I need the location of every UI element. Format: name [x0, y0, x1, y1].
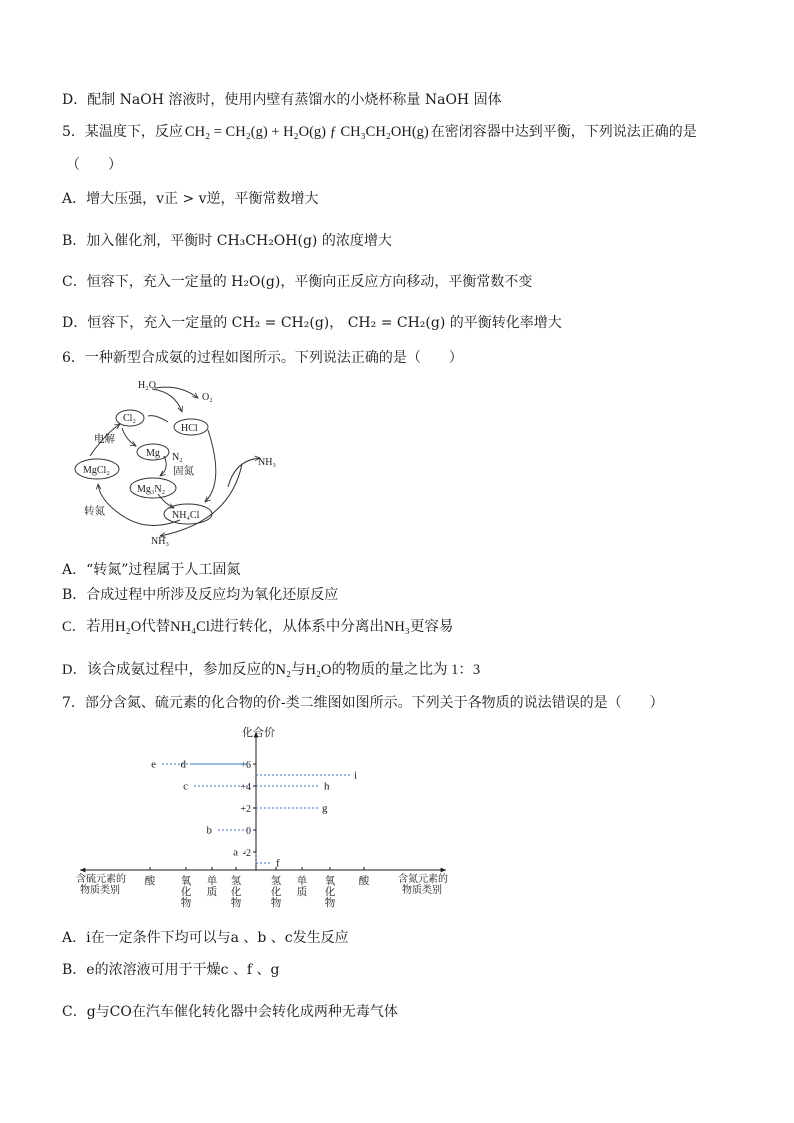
- q7-option-a: A．i在一定条件下均可以与a 、b 、c发生反应: [62, 930, 349, 946]
- q5-option-d: D．恒容下，充入一定量的 CH₂ = CH₂(g)， CH₂ = CH₂(g) 的平衡转化率增大: [62, 315, 562, 331]
- q6-option-d: D．该合成氨过程中，参加反应的N₂与H₂O的物质的量之比为 1：3: [62, 662, 481, 678]
- chart-right-axis-label-1: 含氮元素的: [398, 874, 448, 885]
- diagram-h2o: H₂O: [138, 380, 156, 391]
- diagram-fixation: 固氮: [173, 466, 194, 477]
- q7-option-b: B．e的浓溶液可用于干燥c 、f 、g: [62, 962, 280, 978]
- q5-option-c: C．恒容下，充入一定量的 H₂O(g)，平衡向正反应方向移动，平衡常数不变: [62, 274, 533, 290]
- q5-reaction: CH₂ = CH₂(g) + H₂O(g) ƒ CH₃CH₂OH(g): [184, 124, 429, 140]
- diagram-nh3-right: NH₃: [258, 457, 276, 468]
- point-d: d: [180, 758, 186, 771]
- q6-option-a: A．“转氮”过程属于人工固氮: [62, 562, 241, 578]
- y-tick-label: 0: [246, 826, 251, 837]
- diagram-n2: N₂: [172, 452, 183, 463]
- q5-blank: （ ）: [66, 157, 122, 173]
- point-c: c: [183, 780, 188, 793]
- q6-stem: 6．一种新型合成氨的过程如图所示。下列说法正确的是（ ）: [62, 350, 463, 366]
- q5-option-b: B．加入催化剂，平衡时 CH₃CH₂OH(g) 的浓度增大: [62, 233, 392, 249]
- diagram-mg3n2: Mg₃N₂: [137, 484, 166, 495]
- q5-stem-start: 5．某温度下，反应: [62, 124, 183, 140]
- y-tick-label: +2: [240, 804, 251, 815]
- chart-left-axis-label-1: 含硫元素的: [76, 874, 126, 885]
- point-i: i: [354, 769, 358, 782]
- q5-stem-end: 在密闭容器中达到平衡，下列说法正确的是: [430, 124, 697, 140]
- q6-option-b: B．合成过程中所涉及反应均为氧化还原反应: [62, 587, 339, 603]
- category-label: 氧化物: [324, 876, 336, 909]
- point-b: b: [206, 824, 212, 837]
- point-f: f: [276, 857, 280, 870]
- point-g: g: [322, 802, 328, 815]
- q7-option-c: C．g与CO在汽车催化转化器中会转化成两种无毒气体: [62, 1004, 398, 1020]
- diagram-mgcl2: MgCl₂: [83, 465, 110, 476]
- category-label: 酸: [144, 876, 156, 887]
- q7-stem: 7．部分含氮、硫元素的化合物的价-类二维图如图所示。下列关于各物质的说法错误的是（ ）: [62, 695, 664, 711]
- q5-option-a: A．增大压强，v正 > v逆，平衡常数增大: [62, 191, 319, 207]
- point-e: e: [151, 758, 156, 771]
- diagram-hcl: HCl: [181, 423, 198, 434]
- chart-left-axis-label-2: 物质类别: [80, 885, 120, 896]
- point-h: h: [324, 780, 330, 793]
- q4-option-d: D．配制 NaOH 溶液时，使用内壁有蒸馏水的小烧杯称量 NaOH 固体: [62, 92, 502, 108]
- diagram-cl2: Cl₂: [123, 413, 136, 424]
- diagram-o2: O₂: [202, 392, 213, 403]
- category-label: 单质: [206, 876, 218, 898]
- q5-stem: [62, 122, 697, 142]
- valence-category-chart: [70, 720, 460, 915]
- diagram-transfer: 转氮: [84, 506, 105, 517]
- y-tick-label: -2: [242, 848, 251, 859]
- category-label: 单质: [296, 876, 308, 898]
- chart-right-axis-label-2: 物质类别: [402, 885, 442, 896]
- diagram-electrolysis: 电解: [94, 434, 115, 445]
- diagram-mg: Mg: [146, 448, 160, 459]
- category-label: 氢化物: [230, 876, 242, 909]
- category-label: 氧化物: [180, 876, 192, 909]
- category-label: 氢化物: [270, 876, 282, 909]
- point-a: a: [233, 846, 238, 859]
- diagram-nh4cl: NH₄Cl: [172, 510, 200, 521]
- category-label: 酸: [358, 876, 370, 887]
- y-tick-label: +6: [240, 760, 251, 771]
- diagram-nh3-bottom: NH₃: [151, 536, 169, 547]
- chart-yaxis-title: 化合价: [242, 727, 275, 739]
- y-tick-label: +4: [240, 782, 251, 793]
- q6-option-c: C．若用H₂O代替NH₄Cl进行转化，从体系中分离出NH₃更容易: [62, 619, 454, 635]
- ammonia-synthesis-diagram: [60, 372, 290, 550]
